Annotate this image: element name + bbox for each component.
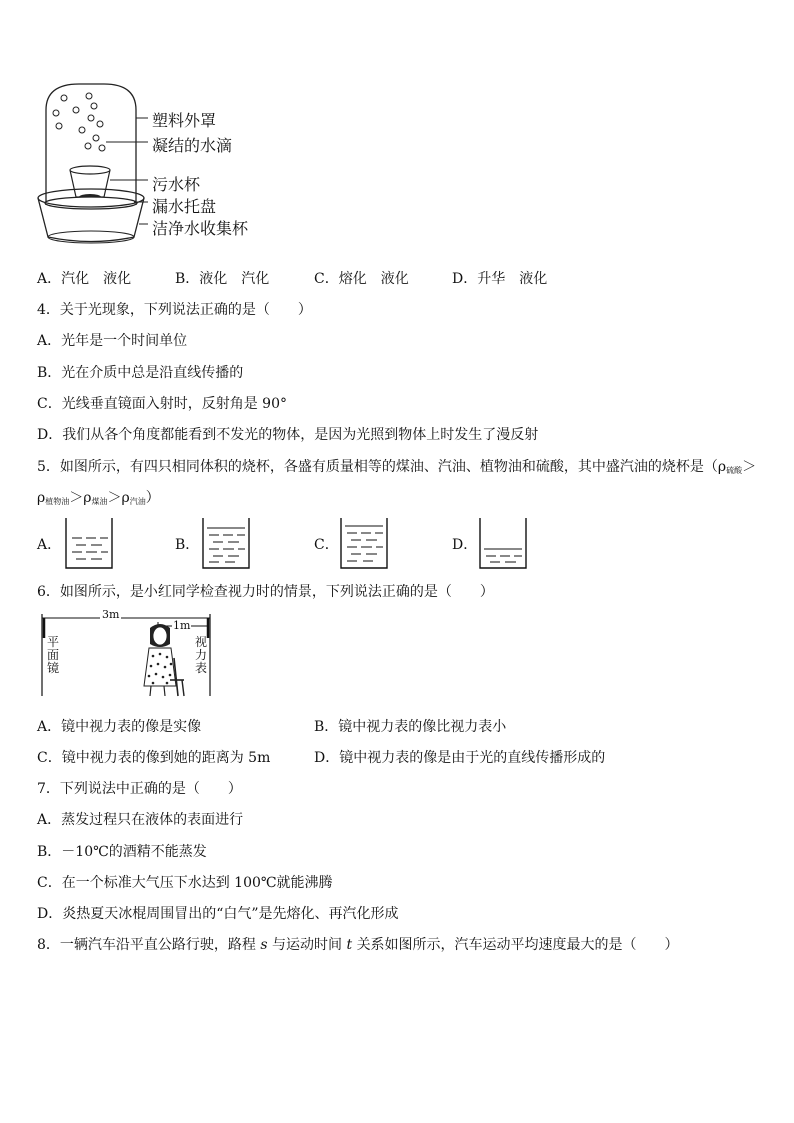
q7-option-a[interactable]: A．蒸发过程只在液体的表面进行 bbox=[37, 812, 244, 828]
q8-stem-part3: 关系如图所示，汽车运动平均速度最大的是（ ） bbox=[356, 937, 679, 953]
q8-stem-part2: 与运动时间 bbox=[272, 937, 343, 953]
girl-figure bbox=[144, 624, 184, 696]
rho-plant-oil-sub: 植物油 bbox=[45, 497, 70, 506]
label-eye-chart: 视力表 bbox=[195, 635, 208, 675]
q4-option-b[interactable]: B．光在介质中总是沿直线传播的 bbox=[37, 365, 244, 381]
q4-option-c[interactable]: C．光线垂直镜面入射时，反射角是 90° bbox=[37, 396, 287, 412]
label-plane-mirror: 平面镜 bbox=[47, 635, 60, 675]
q7-option-c[interactable]: C．在一个标准大气压下水达到 100℃就能沸腾 bbox=[37, 875, 333, 891]
rho-symbol: ρ bbox=[37, 490, 46, 506]
q4-option-a[interactable]: A．光年是一个时间单位 bbox=[37, 333, 188, 349]
distill-figure bbox=[34, 80, 274, 250]
q3-option-c[interactable]: C．熔化 液化 bbox=[314, 271, 409, 287]
q5-stem bbox=[37, 458, 756, 480]
label-condensed-drops: 凝结的水滴 bbox=[152, 136, 233, 155]
beaker-d[interactable] bbox=[478, 516, 528, 576]
q7-option-b[interactable]: B．－10℃的酒精不能蒸发 bbox=[37, 844, 207, 860]
q3-option-b[interactable]: B．液化 汽化 bbox=[175, 271, 270, 287]
q7-option-d[interactable]: D．炎热夏天冰棍周围冒出的“白气”是先熔化、再汽化形成 bbox=[37, 906, 399, 922]
var-s: s bbox=[260, 937, 268, 953]
q5-option-b-label[interactable]: B． bbox=[175, 537, 200, 553]
label-3m: 3m bbox=[102, 608, 120, 621]
beaker-b[interactable] bbox=[201, 516, 251, 576]
q8-stem bbox=[37, 936, 679, 954]
q8-stem-part1: 8．一辆汽车沿平直公路行驶，路程 bbox=[37, 937, 256, 953]
rho-gasoline-sub: 汽油 bbox=[129, 497, 146, 506]
var-t: t bbox=[346, 937, 353, 953]
label-leak-tray: 漏水托盘 bbox=[152, 197, 217, 216]
q3-option-d[interactable]: D．升华 液化 bbox=[452, 271, 548, 287]
q5-option-a-label[interactable]: A． bbox=[37, 537, 62, 553]
q6-option-b[interactable]: B．镜中视力表的像比视力表小 bbox=[314, 719, 507, 735]
rho-symbol: ρ bbox=[83, 490, 92, 506]
q4-stem: 4．关于光现象，下列说法正确的是（ ） bbox=[37, 302, 312, 318]
rho-symbol: ρ bbox=[121, 490, 130, 506]
beaker-a[interactable] bbox=[64, 516, 114, 576]
q6-option-d[interactable]: D．镜中视力表的像是由于光的直线传播形成的 bbox=[314, 750, 606, 766]
q5-option-d-label[interactable]: D． bbox=[452, 537, 478, 553]
beaker-c[interactable] bbox=[339, 516, 389, 576]
q6-stem: 6．如图所示，是小红同学检查视力时的情景，下列说法正确的是（ ） bbox=[37, 584, 494, 600]
q5-stem-text: 5．如图所示，有四只相同体积的烧杯，各盛有质量相等的煤油、汽油、植物油和硫酸，其中盛汽油的烧杯是（ρ bbox=[37, 459, 727, 475]
q5-stem-cont bbox=[37, 489, 160, 511]
label-1m: 1m bbox=[173, 619, 191, 632]
q7-stem: 7．下列说法中正确的是（ ） bbox=[37, 781, 242, 797]
label-plastic-cover: 塑料外罩 bbox=[152, 111, 217, 130]
gt-sign: ＞ bbox=[107, 490, 122, 506]
q4-option-d[interactable]: D．我们从各个角度都能看到不发光的物体，是因为光照到物体上时发生了漫反射 bbox=[37, 427, 539, 443]
q5-option-c-label[interactable]: C． bbox=[314, 537, 339, 553]
q3-option-a[interactable]: A．汽化 液化 bbox=[37, 271, 132, 287]
q6-option-a[interactable]: A．镜中视力表的像是实像 bbox=[37, 719, 202, 735]
gt-sign: ＞ bbox=[742, 459, 757, 475]
label-dirty-water-cup: 污水杯 bbox=[152, 175, 201, 194]
close-paren: ） bbox=[145, 490, 160, 506]
q6-option-c[interactable]: C．镜中视力表的像到她的距离为 5m bbox=[37, 750, 271, 766]
rho-kerosene-sub: 煤油 bbox=[91, 497, 108, 506]
eye-test-figure bbox=[38, 606, 218, 702]
label-clean-water-cup: 洁净水收集杯 bbox=[152, 219, 249, 238]
rho-sulfuric-sub: 硫酸 bbox=[726, 466, 743, 475]
gt-sign: ＞ bbox=[69, 490, 84, 506]
